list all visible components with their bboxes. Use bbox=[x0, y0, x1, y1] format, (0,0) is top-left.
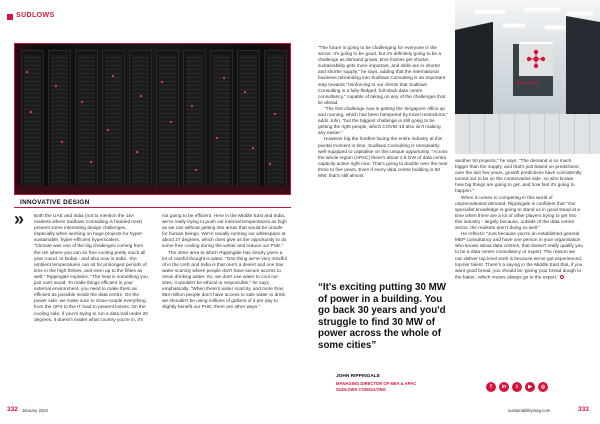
quote-author-company: SUDLOWS CONSULTING bbox=[336, 387, 386, 392]
facebook-icon[interactable]: f bbox=[486, 382, 496, 392]
issue-date: January 2022 bbox=[22, 408, 49, 413]
article-end-icon bbox=[560, 275, 564, 279]
website-url[interactable]: sustainabilitymag.com bbox=[508, 408, 551, 413]
article-column-4 bbox=[455, 159, 583, 281]
article-paragraph: Both the UAE and India (not to mention the 16A markets where Sudlows Consulting is headed next) present some interesting design challenges, especially when working on huge projects for hyper-sustainable, hyper-efficient hyperscalers. bbox=[34, 214, 144, 244]
caption-divider bbox=[14, 207, 291, 208]
social-links bbox=[486, 382, 548, 392]
data-centre-photo bbox=[455, 0, 600, 154]
article-paragraph: The other area to which Rippingale has clearly given a lot of careful thought is water. "One thing we're very mindful of in the UAE and India is that one's a desert and one has water scarcity where people don't have secure access to clean drinking water. So, we don't use water to cool our sites; it wouldn't be ethical or responsible," he says emphatically. "When there's water scarcity, and more than 884 million people don't have access to safe water to drink, we shouldn't be using millions of gallons of it per day to slightly benefit our PUE; there are other ways." bbox=[162, 250, 287, 311]
quote-author-role: MANAGING DIRECTOR OF MEA & APAC bbox=[336, 381, 417, 386]
article-paragraph: "The first challenge now is getting the Singapore office up and running, which has been hampered by travel restrictions," adds John, "but the biggest challenge is still going to be getting the right people, which COVID-19 also isn't making any easier." bbox=[318, 106, 449, 137]
article-paragraph: "The future is going to be challenging for everyone in the sector. It's going to be good, but it's definitely going to be a challenge as demand grows, time frames get shorter, sustainability gets more important, and skills are in shorter and shorter supply," he says, adding that the international business rebranding into Sudlows Consulting is an important step towards "reinforcing to our clients that Sudlows Consulting is a fully-fledged, full-stack data centre consultancy," capable of taking on any of the challenges that lie ahead. bbox=[318, 46, 446, 106]
photo-caption-label: INNOVATIVE DESIGN bbox=[20, 199, 90, 206]
article-column-3 bbox=[318, 46, 448, 180]
twitter-icon[interactable]: t bbox=[512, 382, 522, 392]
article-paragraph: "Climate was one of the big challenges coming from the UK where you can do free cooling pretty much all year round. In Dubai - and also now in India - the ambient temperatures can sit for prolonged periods of time in the high thirties, and even up to the fifties as well," Rippingale explains. "The heat is something you just can't avoid. To make things efficient in your external environment, you need to make them as efficient as possible inside the data centre. On the power side, we make sure to close-couple everything from the UPS to the IT load to prevent losses. On the cooling side, if you're trying to run a data hall under 20 degrees, it doesn't matter what country you're in, it's bbox=[34, 244, 148, 323]
article-column-1 bbox=[34, 214, 148, 324]
sudlows-logo-text: SUDLOWS bbox=[516, 80, 539, 85]
article-paragraph: not going to be efficient. Here in the Middle East and India, we're really trying to push our internal temperatures as high as we can without getting into areas that would be unsafe for human beings. We're usually running our whitespace at about 27 degrees, which does give us the opportunity to do some free cooling during the winter and reduce our PUE." bbox=[162, 214, 287, 250]
article-paragraph: another 50 projects," he says. "The demand is so much bigger than the supply, and that's just based on predictions; over the last few years, growth predictions have consistently turned out to be on the conservative side, so who knows how big things are going to get, and how fast it's going to happen." bbox=[455, 159, 582, 195]
article-paragraph: However big the hurdles facing the entire industry at this pivotal moment in time, Sudlows Consulting is remarkably well equipped to capitalise on this unique opportunity. "Across the whole region (APAC) there's about 2.5 GW of data centre capacity active right now. That's going to double over the next three to five years. Even if every data centre building is 50 MW, that's still almost bbox=[318, 137, 448, 179]
quote-author-name: JOHN RIPPINGALE bbox=[336, 374, 380, 379]
pull-quote: “It's exciting putting 30 MW of power in a building. You go back 30 years and you'd struggle to find 30 MW of power across the whole of some cities” bbox=[318, 282, 447, 351]
sudlows-logo-icon bbox=[519, 42, 553, 76]
article-paragraph: When it comes to competing in this world of unprecedented demand, Rippingale is confident that "Our specialist knowledge is going to stand us in good stead at a time when there are a lot of other players trying to get into this industry - largely because, outside of the data centre sector, the markets aren't doing so well." bbox=[455, 195, 580, 232]
article-column-2 bbox=[162, 214, 288, 312]
page-number-right: 333 bbox=[578, 406, 589, 413]
section-marker bbox=[7, 14, 13, 20]
page-number-left: 332 bbox=[7, 406, 18, 413]
section-title: SUDLOWS bbox=[16, 12, 55, 19]
quote-chevron-icon: » bbox=[14, 209, 25, 229]
linkedin-icon[interactable]: in bbox=[499, 382, 509, 392]
youtube-icon[interactable]: ▶ bbox=[525, 382, 535, 392]
article-paragraph: He reflects: "Just because you're an established general MEP consultancy and have one person in your organisation who knows about data centres, that doesn't really qualify you to be a data centre consultancy or expert. The reason we can deliver top level work is because we've got experienced, top-tier talent. There's a saying in the Middle East that, if you want good bread, you should be 'giving your bread dough to the baker,' which means always go to the expert." bbox=[455, 232, 583, 281]
website-icon[interactable]: ◎ bbox=[538, 382, 548, 392]
server-racks-photo bbox=[14, 43, 291, 195]
